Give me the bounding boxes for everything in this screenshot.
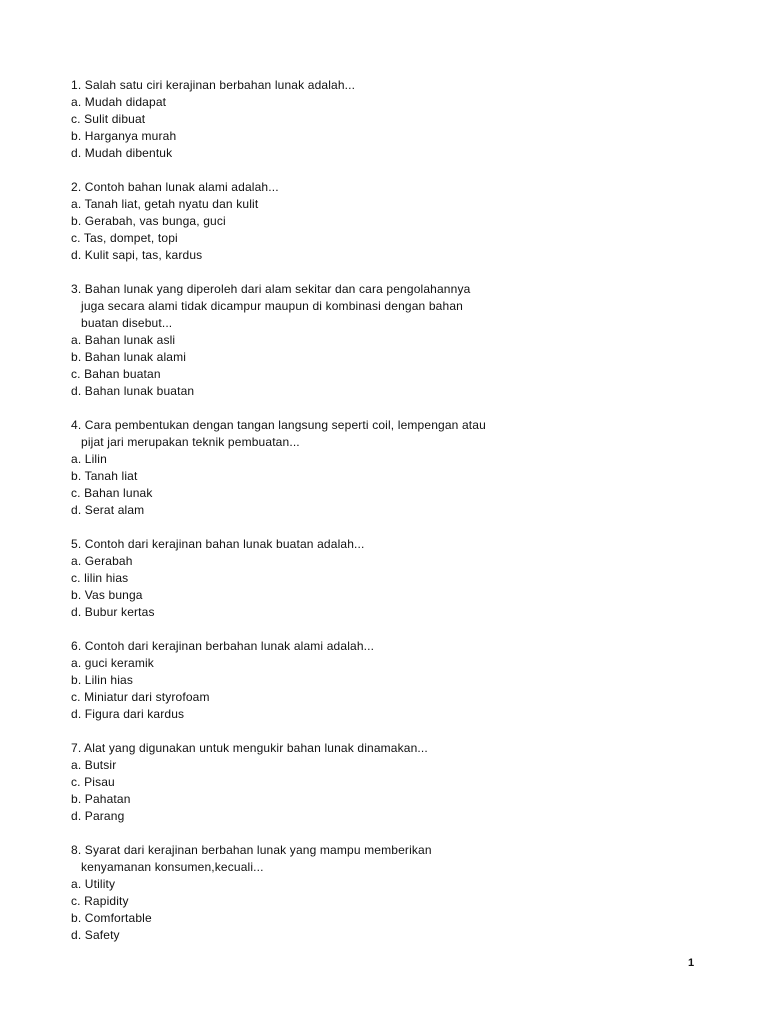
answer-option: d. Parang: [71, 809, 125, 823]
question-stem-continuation: pijat jari merupakan teknik pembuatan...: [81, 435, 300, 449]
answer-option: b. Vas bunga: [71, 588, 143, 602]
answer-option: a. Butsir: [71, 758, 117, 772]
question-1: [71, 77, 551, 162]
question-6: [71, 638, 551, 723]
answer-option: a. Mudah didapat: [71, 95, 167, 109]
answer-option: d. Kulit sapi, tas, kardus: [71, 248, 203, 262]
page-number: 1: [688, 957, 695, 969]
question-stem-continuation: juga secara alami tidak dicampur maupun di kombinasi dengan bahan: [81, 299, 463, 313]
question-list: [71, 77, 551, 961]
answer-option: d. Safety: [71, 928, 120, 942]
question-stem: 6. Contoh dari kerajinan berbahan lunak alami adalah...: [71, 639, 375, 653]
question-stem: 4. Cara pembentukan dengan tangan langsung seperti coil, lempengan atau: [71, 418, 486, 432]
answer-option: b. Harganya murah: [71, 129, 177, 143]
answer-option: a. Lilin: [71, 452, 107, 466]
question-stem: 3. Bahan lunak yang diperoleh dari alam sekitar dan cara pengolahannya: [71, 282, 471, 296]
answer-option: a. Gerabah: [71, 554, 133, 568]
answer-option: a. Tanah liat, getah nyatu dan kulit: [71, 197, 259, 211]
answer-option: a. guci keramik: [71, 656, 154, 670]
question-stem-continuation: buatan disebut...: [81, 316, 173, 330]
answer-option: a. Bahan lunak asli: [71, 333, 176, 347]
answer-option: d. Bahan lunak buatan: [71, 384, 195, 398]
answer-option: b. Tanah liat: [71, 469, 138, 483]
answer-option: c. Rapidity: [71, 894, 129, 908]
question-stem: 5. Contoh dari kerajinan bahan lunak buatan adalah...: [71, 537, 365, 551]
question-stem: 7. Alat yang digunakan untuk mengukir bahan lunak dinamakan...: [71, 741, 428, 755]
answer-option: c. lilin hias: [71, 571, 129, 585]
answer-option: c. Miniatur dari styrofoam: [71, 690, 210, 704]
question-stem-continuation: kenyamanan konsumen,kecuali...: [81, 860, 264, 874]
answer-option: b. Comfortable: [71, 911, 152, 925]
answer-option: b. Lilin hias: [71, 673, 133, 687]
answer-option: b. Gerabah, vas bunga, guci: [71, 214, 226, 228]
answer-option: d. Serat alam: [71, 503, 145, 517]
answer-option: c. Bahan buatan: [71, 367, 161, 381]
answer-option: c. Bahan lunak: [71, 486, 153, 500]
question-7: [71, 740, 551, 825]
answer-option: c. Pisau: [71, 775, 115, 789]
question-stem: 8. Syarat dari kerajinan berbahan lunak yang mampu memberikan: [71, 843, 432, 857]
question-4: [71, 417, 551, 519]
question-stem: 2. Contoh bahan lunak alami adalah...: [71, 180, 279, 194]
answer-option: c. Tas, dompet, topi: [71, 231, 178, 245]
question-3: [71, 281, 551, 400]
answer-option: d. Mudah dibentuk: [71, 146, 173, 160]
question-2: [71, 179, 551, 264]
answer-option: c. Sulit dibuat: [71, 112, 146, 126]
question-8: [71, 842, 551, 944]
answer-option: a. Utility: [71, 877, 116, 891]
answer-option: b. Bahan lunak alami: [71, 350, 187, 364]
question-stem: 1. Salah satu ciri kerajinan berbahan lunak adalah...: [71, 78, 356, 92]
answer-option: d. Figura dari kardus: [71, 707, 185, 721]
question-5: [71, 536, 551, 621]
answer-option: d. Bubur kertas: [71, 605, 155, 619]
answer-option: b. Pahatan: [71, 792, 131, 806]
